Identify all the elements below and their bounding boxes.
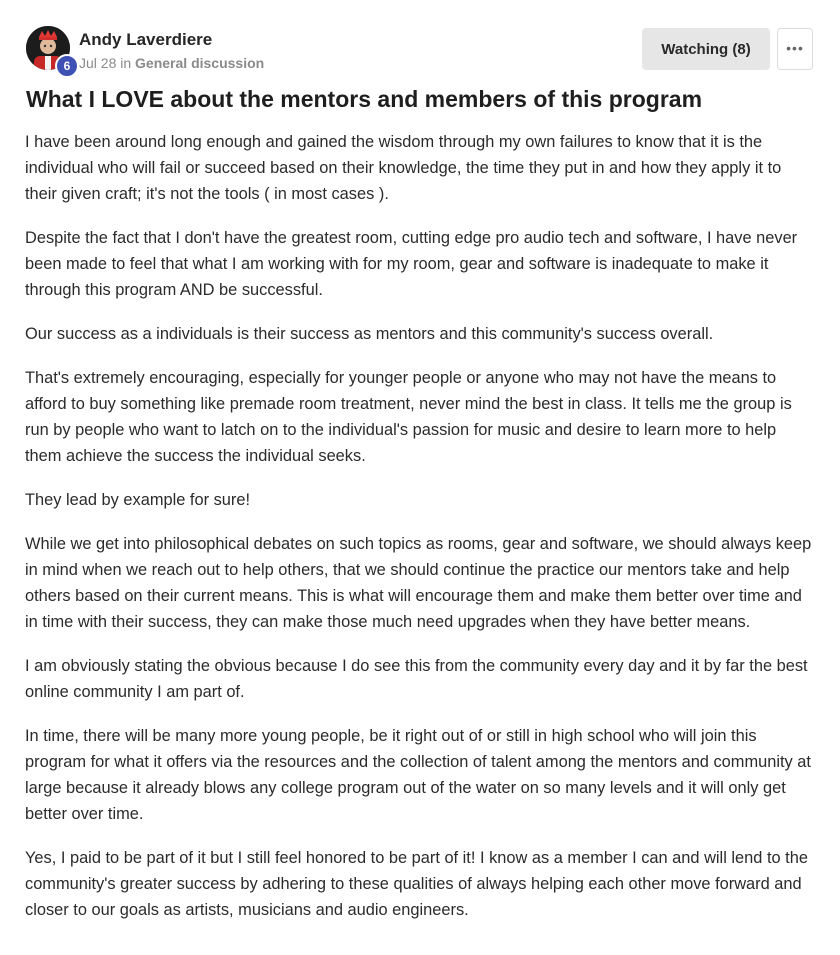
level-badge: 6: [55, 54, 79, 78]
watching-button[interactable]: Watching (8): [642, 28, 770, 70]
meta-in-word: in: [120, 55, 132, 71]
post-paragraph: In time, there will be many more young people, be it right out of or still in high school who will join this program for what it offers via the resources and the collection of talent among the mentors and community at large because it already blows any college program out of the water on so many levels and it will only get better over time.: [25, 727, 811, 823]
author-name[interactable]: Andy Laverdiere: [79, 30, 213, 49]
more-options-button[interactable]: [777, 28, 813, 70]
more-icon: •••: [786, 40, 804, 56]
post-paragraph: I have been around long enough and gained the wisdom through my own failures to know that it is the individual who will fail or succeed based on their knowledge, the time they put in and how they apply it to their given craft; it's not the tools ( in most cases ).: [25, 133, 782, 203]
post-date[interactable]: Jul 28: [79, 55, 117, 71]
post-paragraph: Yes, I paid to be part of it but I still feel honored to be part of it! I know as a member I can and will lend to the community's greater success by adhering to these qualities of always helping each other move forward and closer to our goals as artists, musicians and audio engineers.: [25, 849, 808, 919]
post-paragraph: They lead by example for sure!: [25, 491, 251, 509]
post-paragraph: While we get into philosophical debates on such topics as rooms, gear and software, we should always keep in mind when we reach out to help others, that we should continue the practice our mentors take and help others based on their current means. This is what will encourage them and make them better over time and in time with their success, they can make those much need upgrades when they have better means.: [25, 535, 812, 631]
avatar-wrap[interactable]: [26, 26, 71, 73]
post-paragraph: Despite the fact that I don't have the greatest room, cutting edge pro audio tech and software, I have never been made to feel that what I am working with for my room, gear and software is inadequate to make it through this program AND be successful.: [25, 229, 798, 299]
post-title: What I LOVE about the mentors and members of this program: [26, 86, 703, 112]
post-meta: [79, 55, 264, 71]
post-body: [25, 129, 817, 941]
category-link[interactable]: General discussion: [135, 55, 265, 71]
post-header: [24, 26, 814, 76]
post-paragraph: I am obviously stating the obvious because I do see this from the community every day and it by far the best online community I am part of.: [25, 657, 808, 701]
post-paragraph: That's extremely encouraging, especially for younger people or anyone who may not have the means to afford to buy something like premade room treatment, never mind the best in class. It tells me the group is run by people who want to latch on to the individual's passion for music and desire to learn more to help them achieve the success the individual seeks.: [25, 369, 792, 465]
post-paragraph: Our success as a individuals is their success as mentors and this community's success overall.: [25, 325, 714, 343]
